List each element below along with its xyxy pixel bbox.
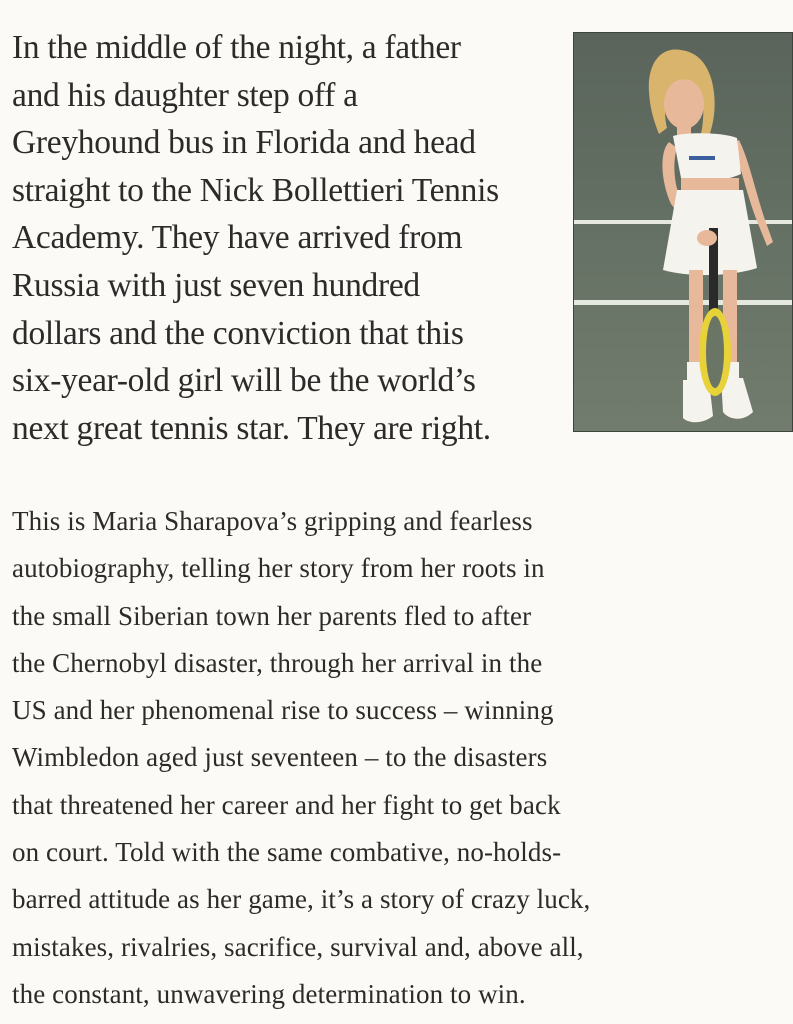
lead-line: and his daughter step off a	[12, 76, 358, 114]
court-line	[573, 300, 793, 305]
body-line: the Chernobyl disaster, through her arrival in the	[12, 647, 543, 678]
belly	[681, 178, 739, 192]
body-line: autobiography, telling her story from her roots in	[12, 553, 545, 584]
body-line: barred attitude as her game, it’s a story of crazy luck,	[12, 884, 591, 915]
tennis-girl-photo	[573, 32, 793, 432]
shirt-logo	[689, 156, 715, 160]
photo-illustration	[573, 32, 793, 432]
lead-line: six-year-old girl will be the world’s	[12, 362, 476, 400]
body-line: the constant, unwavering determination to win.	[12, 978, 526, 1009]
face	[664, 79, 704, 129]
body-line: on court. Told with the same combative, no-holds-	[12, 837, 562, 868]
lead-line: Greyhound bus in Florida and head	[12, 124, 476, 162]
lead-paragraph	[12, 24, 564, 452]
body-line: US and her phenomenal rise to success – winning	[12, 695, 554, 726]
body-line: This is Maria Sharapova’s gripping and fearless	[12, 506, 533, 536]
lead-line: Russia with just seven hundred	[12, 266, 420, 304]
body-line: that threatened her career and her fight to get back	[12, 789, 561, 820]
lead-line: dollars and the conviction that this	[12, 314, 464, 352]
body-line: mistakes, rivalries, sacrifice, survival and, above all,	[12, 931, 584, 962]
body-line: the small Siberian town her parents fled to after	[12, 600, 532, 631]
hands	[697, 230, 717, 246]
lead-line: Academy. They have arrived from	[12, 219, 463, 257]
body-line: Wimbledon aged just seventeen – to the disasters	[12, 742, 548, 773]
lead-line: next great tennis star. They are right.	[12, 409, 491, 447]
racket-strings	[706, 316, 724, 388]
lead-line: straight to the Nick Bollettieri Tennis	[12, 171, 499, 209]
body-paragraph	[12, 498, 787, 1018]
lead-line: In the middle of the night, a father	[12, 29, 461, 66]
